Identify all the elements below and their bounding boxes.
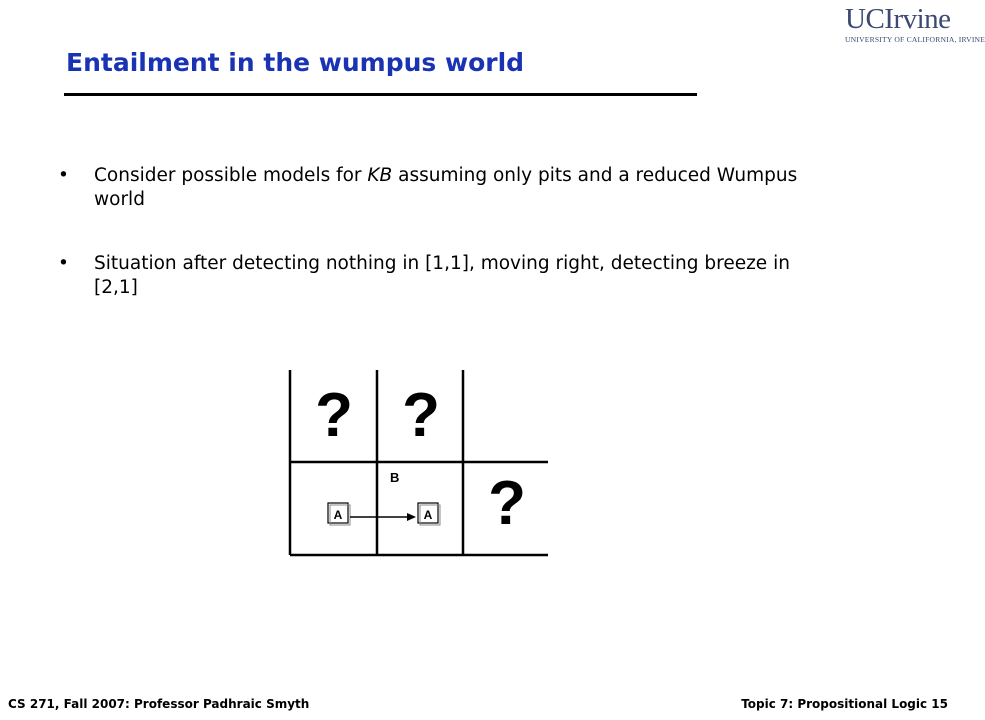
bullet-item bbox=[58, 252, 818, 300]
title-underline bbox=[64, 93, 697, 96]
agent-label-2-1: A bbox=[423, 508, 433, 522]
uci-logo bbox=[845, 3, 985, 47]
footer-course: CS 271, Fall 2007: Professor Padhraic Smyth bbox=[8, 697, 310, 711]
bullet-item bbox=[58, 164, 818, 212]
bullet-text-part: Consider possible models for bbox=[94, 165, 368, 186]
bullet-list bbox=[58, 164, 818, 340]
logo-wordmark: UCIrvine bbox=[845, 3, 951, 35]
question-mark-1-2: ? bbox=[315, 381, 353, 450]
logo-subtitle: UNIVERSITY OF CALIFORNIA, IRVINE bbox=[845, 35, 985, 44]
breeze-label: B bbox=[390, 470, 400, 485]
question-mark-2-2: ? bbox=[402, 381, 440, 450]
question-mark-3-1: ? bbox=[488, 469, 526, 538]
wumpus-grid-figure bbox=[284, 366, 554, 558]
bullet-text-italic-kb: KB bbox=[367, 165, 393, 186]
agent-label-1-1: A bbox=[333, 508, 343, 522]
bullet-text-part: assuming only pits and a reduced Wumpus world bbox=[94, 165, 798, 210]
footer-topic: Topic 7: Propositional Logic 15 bbox=[741, 697, 948, 711]
bullet-text: Situation after detecting nothing in [1,1], moving right, detecting breeze in [2,1] bbox=[94, 253, 790, 298]
slide-title: Entailment in the wumpus world bbox=[66, 48, 525, 77]
bullet-marker: • bbox=[58, 253, 69, 274]
bullet-text bbox=[94, 164, 818, 212]
bullet-marker: • bbox=[58, 165, 69, 186]
move-arrow-head bbox=[407, 513, 416, 521]
